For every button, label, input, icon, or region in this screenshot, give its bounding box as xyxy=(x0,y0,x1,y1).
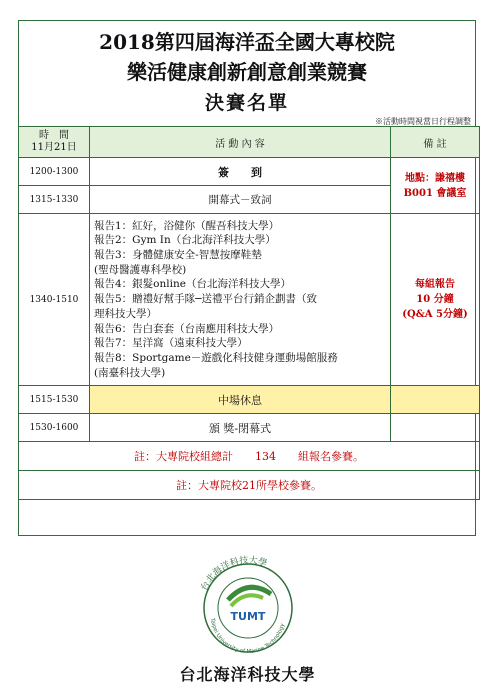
report-line: 報告7：星洋窩（遠東科技大學） xyxy=(94,337,248,350)
footnote-schools: 註：大專院校21所學校參賽。 xyxy=(19,471,480,500)
table-row xyxy=(19,214,480,386)
row-time: 1515-1530 xyxy=(19,386,90,414)
report-line: (聖母醫護專科學校) xyxy=(94,263,187,276)
row-time: 1200-1300 xyxy=(19,158,90,186)
header-activity: 活 動 內 容 xyxy=(90,127,391,158)
report-remark-line1: 每組報告 xyxy=(415,279,455,290)
footnote-row xyxy=(19,471,480,500)
title-line-3: 決賽名單 xyxy=(204,92,289,114)
row-remark-empty xyxy=(391,386,480,414)
school-name: 台北海洋科技大學 xyxy=(179,665,316,684)
logo-wave-icon xyxy=(231,595,263,606)
logo-arc-cn: 台北海洋科技大學 xyxy=(199,555,269,593)
row-activity: 頒 獎-閉幕式 xyxy=(90,414,391,442)
location-remark-line2: B001 會議室 xyxy=(403,187,467,199)
row-activity: 開幕式－致詞 xyxy=(90,186,391,214)
header-time-label: 時 間 xyxy=(39,130,69,141)
report-remark xyxy=(391,214,480,386)
report-remark-line3: (Q&A 5分鐘) xyxy=(402,309,468,320)
table-row xyxy=(19,414,480,442)
row-activity: 中場休息 xyxy=(90,386,391,414)
schedule-note: ※活動時間視當日行程調整 xyxy=(375,117,471,126)
footnote-total-entries: 註：大專院校組總計 134 組報名參賽。 xyxy=(19,442,480,471)
header-remark: 備 註 xyxy=(391,127,480,158)
title-line-2: 樂活健康創新創意創業競賽 xyxy=(127,60,367,84)
header-date-label: 11月21日 xyxy=(31,142,77,153)
header-time xyxy=(19,127,90,158)
title-line-1: 2018第四屆海洋盃全國大專校院 xyxy=(99,30,395,54)
row-time: 1340-1510 xyxy=(19,214,90,386)
table-row xyxy=(19,158,480,186)
footnote-row xyxy=(19,442,480,471)
report-line: 理科技大學） xyxy=(94,307,157,320)
logo-abbr: TUMT xyxy=(230,610,266,623)
schedule-table xyxy=(18,126,480,500)
report-line: 報告4：銀髮online（台北海洋科技大學） xyxy=(94,278,291,291)
report-line: 報告3：身體健康安全-智慧按摩鞋墊 xyxy=(94,249,262,262)
report-list xyxy=(90,214,391,386)
table-row xyxy=(19,386,480,414)
university-logo xyxy=(183,550,313,655)
report-line: 報告5：贈禮好幫手隊─送禮平台行銷企劃書（致 xyxy=(94,293,318,306)
row-time: 1315-1330 xyxy=(19,186,90,214)
report-line: 報告6：告白套套（台南應用科技大學） xyxy=(94,322,280,335)
logo-arc-en: Taipei University of Marine Technology xyxy=(209,617,287,655)
report-line: 報告8：Sportgame－遊戲化科技健身運動場館服務 xyxy=(94,351,338,364)
table-header-row xyxy=(19,127,480,158)
row-activity: 簽 到 xyxy=(90,158,391,186)
location-remark xyxy=(391,158,480,214)
row-remark-empty xyxy=(391,414,480,442)
report-line: 報告2：Gym In（台北海洋科技大學） xyxy=(94,234,276,247)
row-time: 1530-1600 xyxy=(19,414,90,442)
report-line: 報告1：紅好，浴健你（醒吾科技大學） xyxy=(94,219,280,232)
report-remark-line2: 10 分鐘 xyxy=(416,294,454,305)
location-remark-line1: 地點：謙禧樓 xyxy=(405,172,465,184)
report-line: (南臺科技大學) xyxy=(94,366,166,379)
